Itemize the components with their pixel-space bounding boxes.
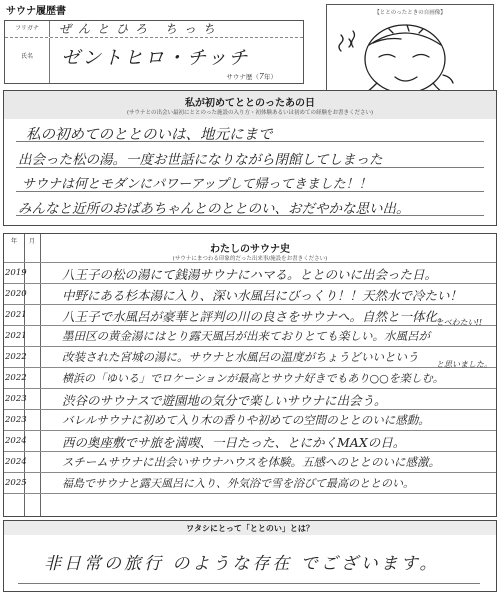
- history-year: 2024: [5, 457, 27, 467]
- history-year: 2023: [5, 394, 27, 404]
- history-row: [4, 367, 496, 389]
- ruled-line: [18, 583, 480, 584]
- history-text: バレルサウナに初めて入り木の香りや初めての空間のととのいに感動。: [62, 413, 430, 427]
- history-row: [4, 451, 496, 473]
- history-text: 八王子の松の湯にて銭湯サウナにハマる。ととのいに出会った日。: [62, 267, 438, 282]
- history-row: [4, 430, 496, 452]
- sauna-history-section: [3, 233, 497, 517]
- form-title: サウナ履歴書: [6, 6, 66, 17]
- first-totonoi-section: [3, 90, 497, 226]
- history-year: 2020: [5, 289, 27, 299]
- history-year: 2024: [5, 436, 27, 446]
- totonoi-meaning-header: [4, 521, 496, 535]
- sauna-years-value: 7: [258, 72, 264, 81]
- history-margin-note: とべわたい!!: [436, 318, 483, 327]
- furigana-label: フリガナ: [5, 21, 50, 37]
- history-text: 墨田区の黄金湯にはとり露天風呂が出来ておりとても楽しい。水風呂が: [62, 329, 430, 343]
- totonoi-meaning-answer: 非日常の旅行 のような存在 でございます。: [44, 554, 440, 574]
- history-text: 中野にある杉本湯に入り、深い水風呂にびっくり！！天然水で冷たい！: [62, 288, 463, 303]
- first-totonoi-header: [4, 91, 496, 119]
- history-row: [4, 283, 496, 305]
- column-year-header: 年: [10, 238, 17, 245]
- self-portrait-box: [326, 4, 494, 100]
- first-totonoi-subtitle: (サウナとの出会い最初にととのった施設の入り方・初体験あるいは初めての経験をお書きください): [126, 110, 374, 116]
- history-text: 横浜の「ゆいる」でロケーションが最高とサウナ好きでもあり○○を楽しむ。: [62, 372, 444, 385]
- history-row: [4, 388, 496, 410]
- name-row: [5, 38, 303, 83]
- history-row: [4, 346, 496, 368]
- history-margin-note: と思いました。: [436, 360, 492, 369]
- first-totonoi-line: 私の初めてのととのいは、地元にまで: [26, 127, 273, 143]
- first-totonoi-line: みんなと近所のおばあちゃんとのととのい、おだやかな思い出。: [18, 201, 410, 217]
- identity-box: [4, 20, 304, 84]
- column-month-header: 月: [28, 238, 35, 245]
- history-row: [4, 304, 496, 326]
- furigana-row: [5, 21, 303, 38]
- history-row: [4, 325, 496, 347]
- history-row-empty: [4, 493, 496, 515]
- portrait-caption: 【ととのったときの自画像】: [374, 10, 446, 16]
- history-row: [4, 409, 496, 431]
- history-subtitle: (サウナにまつわる印象的だった出来事/施設をお書きください): [172, 256, 328, 262]
- history-title: わたしのサウナ史: [210, 244, 290, 255]
- history-text: 渋谷のサウナスで遊園地の気分で楽しいサウナに出会う。: [62, 393, 387, 408]
- history-year: 2022: [5, 373, 27, 383]
- sauna-years-suffix: 年）: [264, 73, 277, 81]
- first-totonoi-line: 出会った松の湯。一度お世話になりながら閉館してしまった: [18, 152, 383, 168]
- history-header: [4, 234, 496, 254]
- totonoi-meaning-section: [3, 520, 497, 592]
- history-year: 2021: [5, 310, 27, 320]
- totonoi-meaning-title: ワタシにとって「ととのい」とは？: [186, 524, 314, 533]
- sauna-years-prefix: サウナ歴（: [226, 73, 259, 81]
- history-text: 八王子で水風呂が豪華と評判の川の良さをサウナへ。自然と一体化。: [62, 309, 450, 324]
- first-totonoi-line: サウナは何とモダンにパワーアップして帰ってきました！！: [22, 177, 372, 192]
- name-label: 氏名: [5, 38, 50, 83]
- history-year: 2021: [5, 331, 27, 341]
- history-row: [4, 472, 496, 494]
- history-text: 改装された宮城の湯に。サウナと水風呂の温度がちょうどいいという: [62, 350, 419, 364]
- self-portrait-drawing: [327, 17, 493, 97]
- history-year: 2023: [5, 415, 27, 425]
- history-text: 福島でサウナと露天風呂に入り、外気浴で雪を浴びて最高のととのい。: [62, 477, 414, 490]
- furigana-value: ぜんとひろ ちっち: [59, 22, 222, 36]
- history-text: 西の奥座敷でサ旅を満喫、一日たった、とにかくMAXの日。: [62, 435, 406, 450]
- sauna-years: [226, 72, 277, 81]
- history-text: スチームサウナに出会いサウナハウスを体験。五感へのととのいに感激。: [62, 455, 441, 469]
- name-value: ゼントヒロ・チッチ: [61, 47, 250, 69]
- first-totonoi-title: 私が初めてととのったあの日: [185, 98, 315, 109]
- history-year: 2022: [5, 352, 27, 362]
- history-year: 2019: [5, 268, 27, 278]
- history-year: 2025: [5, 478, 27, 488]
- history-row: [4, 262, 496, 284]
